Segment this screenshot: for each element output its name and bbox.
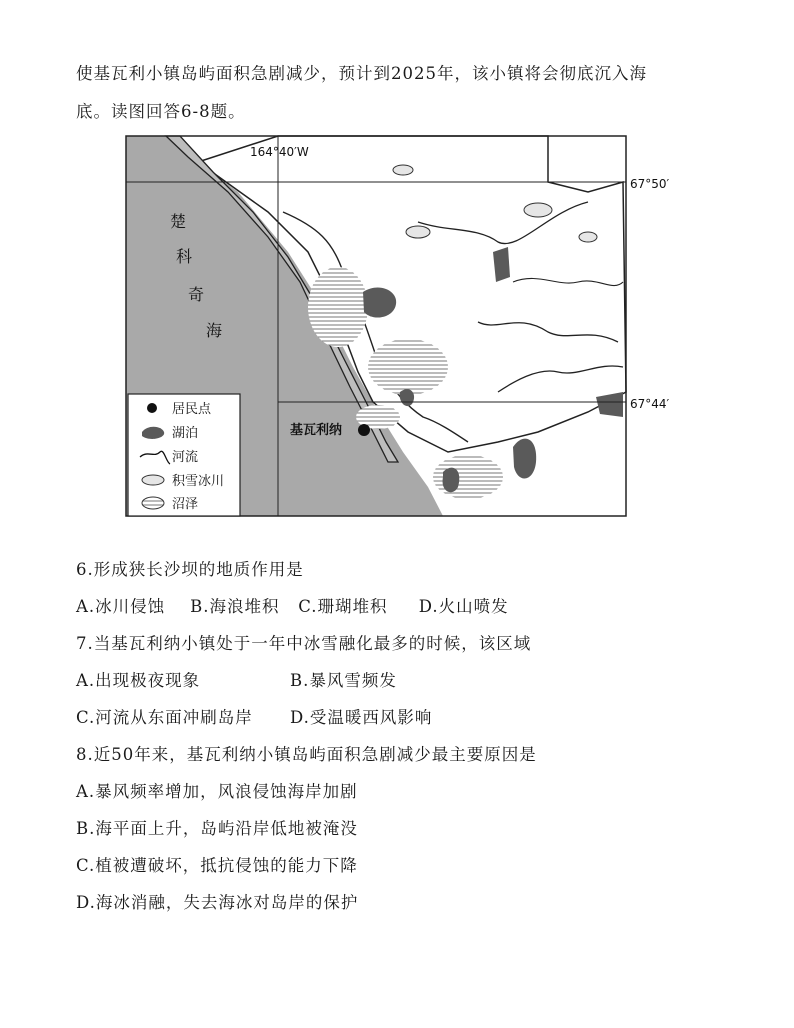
snow-field-1	[393, 165, 413, 175]
q8-option-a: A.暴风频率增加，风浪侵蚀海岸加剧	[76, 782, 358, 801]
sea-label-char-2: 科	[176, 247, 193, 266]
q6-stem: 6.形成狭长沙坝的地质作用是	[76, 560, 304, 579]
legend-label-settlement: 居民点	[172, 402, 212, 417]
legend-snow-icon	[142, 475, 164, 485]
q7-option-b: B.暴风雪频发	[290, 671, 397, 690]
snow-field-3	[579, 232, 597, 242]
q8-option-b: B.海平面上升，岛屿沿岸低地被淹没	[76, 819, 358, 838]
sea-label-char-1: 楚	[170, 212, 187, 231]
lat-bottom-label: 67°44′	[630, 397, 670, 411]
legend-label-snow: 积雪冰川	[172, 474, 225, 489]
lake-2	[493, 247, 510, 282]
lake-4	[443, 468, 460, 493]
snow-field-4	[406, 226, 430, 238]
sea-label-char-3: 奇	[188, 285, 205, 304]
intro-line-1: 使基瓦利小镇岛屿面积急剧减少，预计到2025年，该小镇将会彻底沉入海	[76, 64, 647, 83]
marsh-area-1	[308, 267, 368, 347]
legend-settlement-icon	[147, 403, 157, 413]
town-label: 基瓦利纳	[290, 423, 343, 438]
q7-option-c: C.河流从东面冲刷岛岸	[76, 708, 253, 727]
lake-3	[513, 439, 536, 479]
sea-label-char-4: 海	[206, 321, 223, 340]
marsh-area-2	[368, 339, 448, 395]
q7-option-d: D.受温暖西风影响	[290, 708, 433, 727]
legend-marsh-icon	[142, 497, 164, 509]
lat-top-label: 67°50′	[630, 177, 670, 191]
q7-option-a: A.出现极夜现象	[76, 671, 201, 690]
q8-option-d: D.海冰消融，失去海冰对岛岸的保护	[76, 893, 359, 912]
legend-label-lake: 湖泊	[172, 426, 199, 441]
q8-option-c: C.植被遭破坏，抵抗侵蚀的能力下降	[76, 856, 358, 875]
q8-stem: 8.近50年来，基瓦利纳小镇岛屿面积急剧减少最主要原因是	[76, 745, 537, 764]
map-figure	[118, 132, 678, 522]
legend-label-river: 河流	[172, 450, 199, 465]
snow-field-2	[524, 203, 552, 217]
q6-options: A.冰川侵蚀 B.海浪堆积 C.珊瑚堆积 D.火山喷发	[76, 597, 509, 616]
town-marker	[358, 424, 370, 436]
q7-stem: 7.当基瓦利纳小镇处于一年中冰雪融化最多的时候，该区域	[76, 634, 532, 653]
legend	[128, 394, 240, 516]
intro-line-2: 底。读图回答6-8题。	[76, 102, 246, 121]
longitude-label: 164°40′W	[250, 145, 309, 159]
legend-label-marsh: 沼泽	[172, 497, 199, 512]
